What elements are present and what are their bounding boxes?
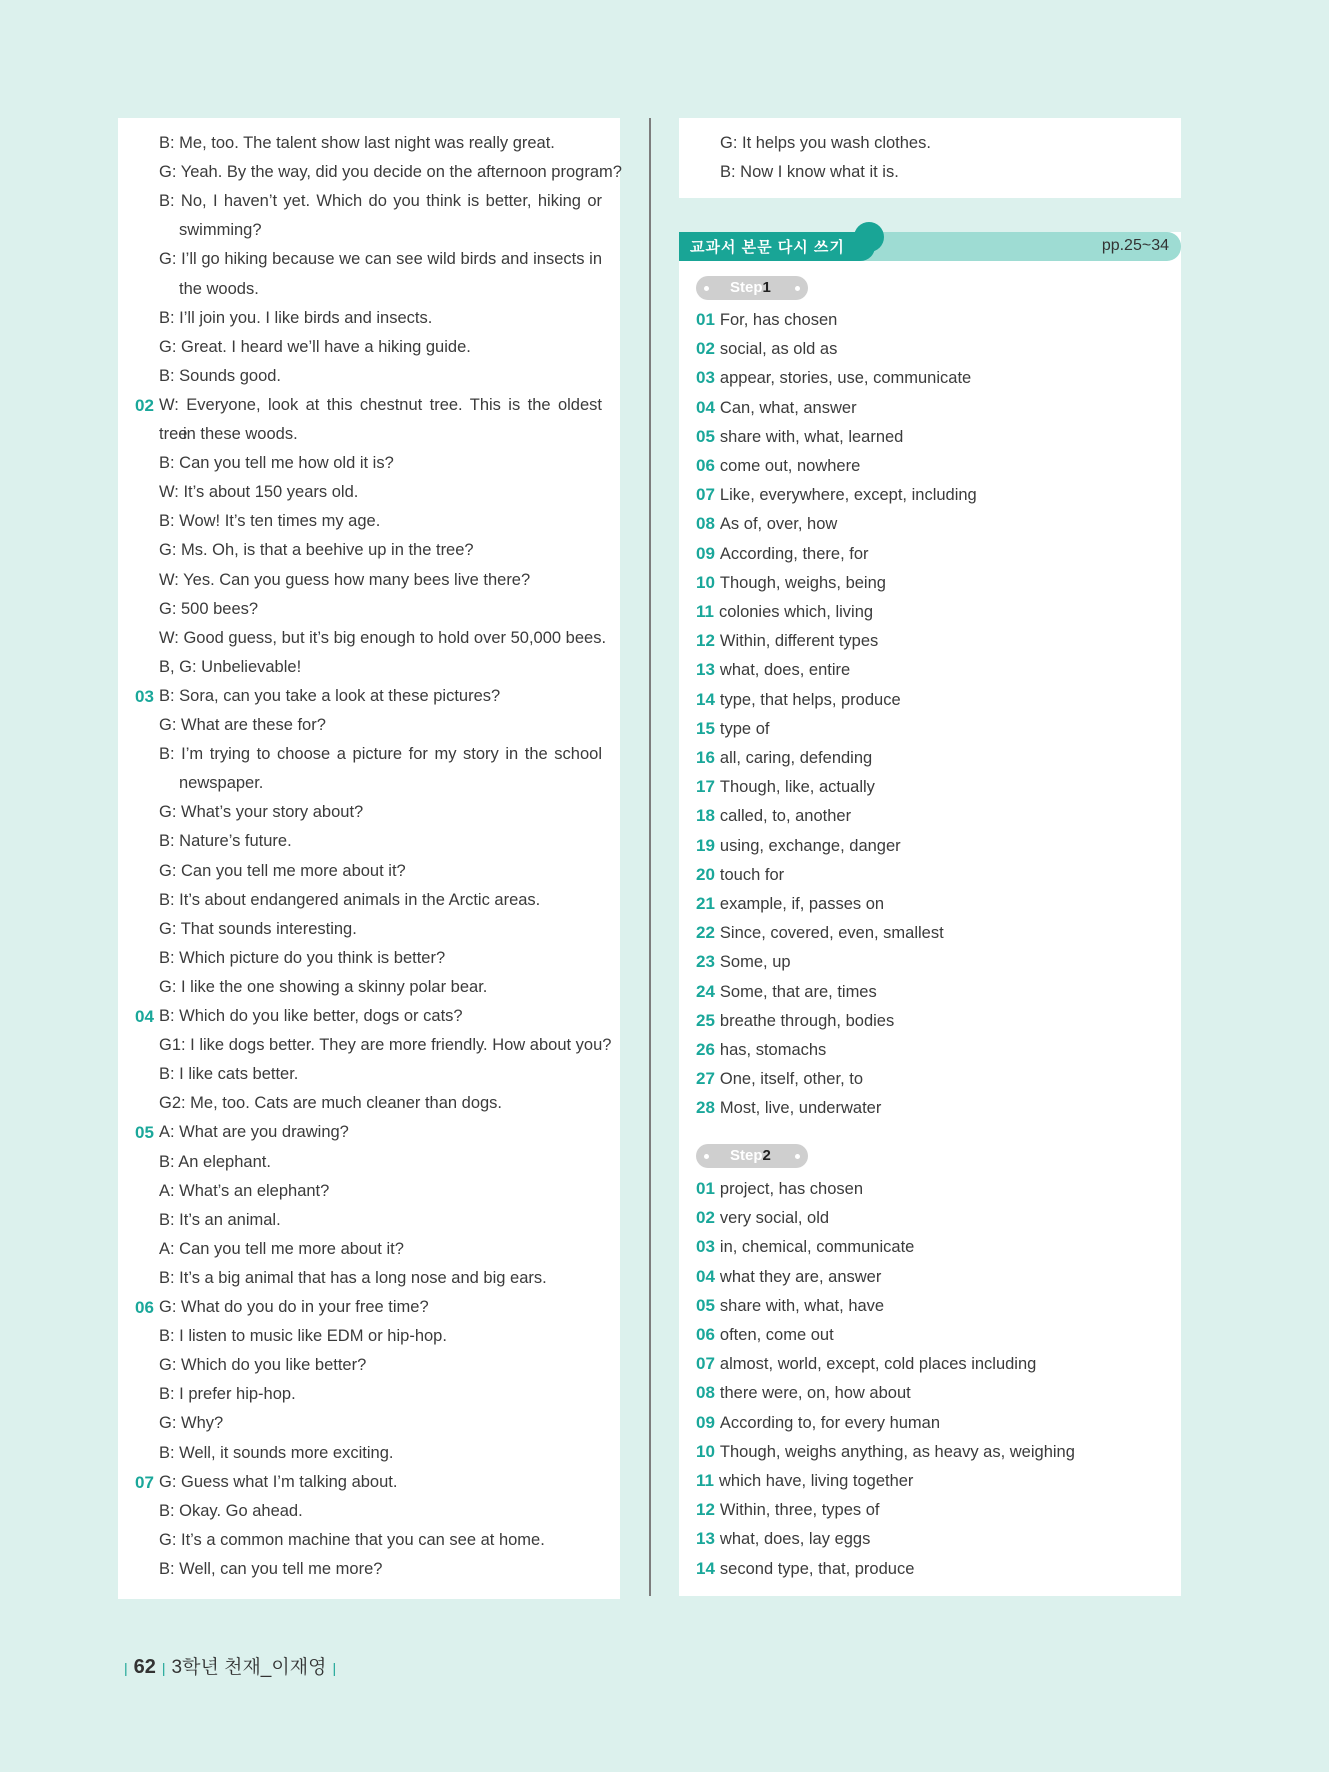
dialogue-line: W: It’s about 150 years old.	[159, 483, 359, 502]
step-text	[730, 1147, 771, 1164]
answer-text: Most, live, underwater	[719, 1099, 882, 1118]
answer-number: 10	[696, 572, 715, 592]
pill-dot	[795, 286, 800, 291]
answer-item	[696, 1064, 863, 1094]
answer-text: Some, up	[719, 953, 791, 972]
dialogue-number: 03	[135, 686, 154, 706]
dialogue-line: B: Sora, can you take a look at these pictures?	[159, 686, 501, 705]
answer-number: 13	[696, 1529, 715, 1549]
dialogue-line: A: Can you tell me more about it?	[159, 1239, 404, 1258]
footer-divider-mark: |	[124, 1660, 128, 1676]
answer-item	[696, 1408, 940, 1438]
answer-number: 14	[696, 689, 715, 709]
answer-item	[696, 831, 901, 861]
step-number: 1	[762, 279, 771, 296]
answer-item	[696, 1006, 894, 1036]
dialogue-line: W: Everyone, look at this chestnut tree. This is the oldest tree	[159, 395, 602, 443]
answer-text: breathe through, bodies	[719, 1011, 895, 1030]
answer-number: 20	[696, 864, 715, 884]
answer-number: 05	[696, 1295, 715, 1315]
answer-item	[696, 1232, 914, 1262]
answer-item	[696, 1466, 913, 1496]
answer-item	[696, 889, 884, 919]
answer-text: there were, on, how about	[719, 1384, 911, 1403]
answer-number: 12	[696, 1500, 715, 1520]
answer-text: in, chemical, communicate	[719, 1238, 915, 1257]
answer-text: share with, what, learned	[719, 427, 904, 446]
dialogue-line: B: An elephant.	[159, 1152, 271, 1171]
answer-item	[696, 743, 872, 773]
dialogue-number: 02	[135, 395, 154, 415]
answer-number: 10	[696, 1441, 715, 1461]
answer-number: 19	[696, 835, 715, 855]
footer-divider-mark: |	[161, 1660, 166, 1676]
page-number: 62	[133, 1656, 156, 1678]
answer-item	[696, 393, 857, 423]
answer-number: 01	[696, 1179, 715, 1198]
answer-number: 12	[696, 631, 715, 651]
dialogue-line: G: Great. I heard we’ll have a hiking guide.	[159, 337, 471, 356]
dialogue-line: newspaper.	[179, 774, 264, 793]
dialogue-line: B: I’ll join you. I like birds and insects.	[159, 308, 433, 327]
answer-number: 23	[696, 952, 715, 972]
dialogue-line: G1: I like dogs better. They are more friendly. How about you?	[159, 1036, 612, 1055]
answer-number: 09	[696, 543, 715, 563]
dialogue-line: B: Wow! It’s ten times my age.	[159, 512, 381, 531]
dialogue-line: G: Ms. Oh, is that a beehive up in the tree?	[159, 541, 474, 560]
footer-divider-mark: |	[332, 1660, 337, 1676]
answer-item	[696, 860, 784, 890]
answer-number: 09	[696, 1412, 715, 1432]
answer-text: example, if, passes on	[719, 895, 885, 913]
dialogue-line: B: I’m trying to choose a picture for my story in the school	[159, 745, 602, 764]
step-text	[730, 279, 771, 296]
answer-text: Can, what, answer	[719, 398, 857, 417]
answer-item	[696, 1320, 834, 1350]
dialogue-line: B: Which picture do you think is better?	[159, 948, 446, 967]
answer-text: appear, stories, use, communicate	[719, 369, 972, 388]
dialogue-line: B: Well, it sounds more exciting.	[159, 1443, 394, 1462]
answer-item	[696, 1349, 1036, 1379]
answer-number: 03	[696, 1237, 715, 1257]
dialogue-line: B: I listen to music like EDM or hip-hop.	[159, 1327, 447, 1346]
dialogue-line: B: It’s a big animal that has a long nose and big ears.	[159, 1268, 547, 1287]
dialogue-number: 07	[135, 1472, 154, 1492]
answer-number: 26	[696, 1040, 715, 1059]
dialogue-line: G: Yeah. By the way, did you decide on the afternoon program?	[159, 163, 622, 182]
answer-text: share with, what, have	[719, 1296, 885, 1315]
dialogue-line: G: I’ll go hiking because we can see wild birds and insects in	[159, 250, 602, 269]
answer-number: 07	[696, 485, 715, 505]
answer-number: 03	[696, 368, 715, 388]
answer-text: often, come out	[719, 1326, 834, 1344]
answer-number: 04	[696, 397, 715, 417]
step-number: 2	[762, 1147, 771, 1164]
answer-item	[696, 714, 769, 744]
dialogue-line: G: What are these for?	[159, 716, 326, 734]
answer-text: As of, over, how	[719, 515, 838, 534]
dialogue-line: G: It’s a common machine that you can see at home.	[159, 1530, 545, 1549]
answer-number: 01	[696, 310, 715, 329]
answer-number: 16	[696, 748, 715, 767]
answer-text: using, exchange, danger	[719, 836, 901, 855]
answer-item	[696, 1262, 881, 1292]
dialogue-line: B: It’s about endangered animals in the Arctic areas.	[159, 890, 541, 909]
dialogue-line: B: It’s an animal.	[159, 1210, 281, 1229]
answer-text: what they are, answer	[719, 1267, 882, 1286]
answer-number: 14	[696, 1558, 715, 1578]
step-word: Step	[730, 1147, 763, 1164]
answer-number: 06	[696, 456, 715, 475]
dialogue-line: B: Well, can you tell me more?	[159, 1559, 383, 1578]
step-1-label	[696, 276, 808, 300]
answer-text: Though, like, actually	[719, 778, 875, 797]
answer-text: almost, world, except, cold places including	[719, 1355, 1037, 1374]
dialogue-line: G: 500 bees?	[159, 599, 259, 618]
answer-text: type, that helps, produce	[719, 690, 901, 709]
answer-item	[696, 451, 860, 481]
dialogue-number: 06	[135, 1298, 154, 1317]
answer-item	[696, 1437, 1075, 1467]
answer-item	[696, 1174, 863, 1204]
dialogue-line: the woods.	[179, 279, 259, 298]
answer-text: social, as old as	[719, 340, 838, 359]
dialogue-line: B: I like cats better.	[159, 1065, 299, 1084]
dialogue-line: G: What’s your story about?	[159, 803, 364, 822]
dialogue-line: A: What are you drawing?	[159, 1123, 349, 1142]
answer-text: According, there, for	[719, 544, 869, 563]
answer-item	[696, 977, 877, 1007]
dialogue-line: W: Yes. Can you guess how many bees live there?	[159, 570, 531, 589]
answer-item	[696, 334, 837, 364]
answer-number: 02	[696, 1208, 715, 1228]
answer-item	[696, 626, 878, 656]
answer-number: 18	[696, 806, 715, 826]
dialogue-line: G: Which do you like better?	[159, 1356, 367, 1375]
dialogue-line: G2: Me, too. Cats are much cleaner than dogs.	[159, 1094, 503, 1113]
answer-item	[696, 597, 873, 627]
answer-text: Some, that are, times	[719, 982, 877, 1001]
dialogue-number: 04	[135, 1007, 154, 1026]
dialogue-line: G: I like the one showing a skinny polar bear.	[159, 977, 488, 996]
dialogue-line: G: Guess what I’m talking about.	[159, 1472, 398, 1491]
dialogue-line: G: Can you tell me more about it?	[159, 861, 406, 880]
answer-number: 06	[696, 1325, 715, 1344]
dialogue-line: B: No, I haven’t yet. Which do you think is better, hiking or	[159, 192, 602, 211]
answer-text: Within, three, types of	[719, 1501, 880, 1520]
answer-item	[696, 568, 886, 598]
column-divider	[649, 118, 651, 1596]
answer-text: According to, for every human	[719, 1413, 941, 1432]
answer-text: Since, covered, even, smallest	[719, 924, 944, 943]
dialogue-line: B: Can you tell me how old it is?	[159, 454, 394, 473]
dialogue-line: G: That sounds interesting.	[159, 919, 357, 938]
answer-number: 21	[696, 894, 715, 913]
answer-item	[696, 1291, 884, 1321]
dialogue-line: B: I prefer hip-hop.	[159, 1385, 296, 1404]
answer-number: 24	[696, 981, 715, 1001]
answer-text: which have, living together	[718, 1472, 914, 1490]
dialogue-line: B: Me, too. The talent show last night was really great.	[159, 134, 555, 152]
answer-text: type of	[719, 719, 770, 738]
answer-number: 08	[696, 514, 715, 534]
answer-number: 13	[696, 660, 715, 680]
answer-text: has, stomachs	[719, 1041, 827, 1059]
answer-number: 17	[696, 777, 715, 797]
answer-item	[696, 1203, 829, 1233]
answer-number: 11	[696, 1471, 714, 1490]
book-title: 3학년 천재_이재영	[171, 1657, 327, 1678]
answer-text: come out, nowhere	[719, 457, 861, 475]
answer-item	[696, 1035, 826, 1065]
dialogue-line: A: What’s an elephant?	[159, 1181, 330, 1200]
answer-item	[696, 305, 837, 335]
answer-number: 28	[696, 1098, 715, 1118]
step-word: Step	[730, 279, 763, 296]
answer-item	[696, 422, 903, 452]
step-2-label	[696, 1144, 808, 1168]
answer-number: 08	[696, 1383, 715, 1403]
answer-text: all, caring, defending	[719, 749, 873, 767]
dialogue-line: B, G: Unbelievable!	[159, 657, 302, 676]
answer-item	[696, 801, 851, 831]
answer-text: Within, different types	[719, 632, 879, 651]
answer-item	[696, 1524, 870, 1554]
answer-number: 27	[696, 1069, 715, 1089]
answer-item	[696, 918, 944, 948]
dialogue-line: swimming?	[179, 221, 262, 240]
answer-number: 15	[696, 718, 715, 738]
answer-item	[696, 772, 875, 802]
answer-text: Though, weighs anything, as heavy as, weighing	[719, 1442, 1075, 1461]
answer-text: Though, weighs, being	[719, 573, 886, 592]
dialogue-line: G: Why?	[159, 1414, 224, 1433]
answer-item	[696, 685, 901, 715]
answer-text: very social, old	[719, 1209, 830, 1228]
dialogue-line: B: Now I know what it is.	[720, 163, 899, 182]
page-footer	[118, 1652, 342, 1679]
pill-dot	[704, 1154, 709, 1159]
section-header	[679, 232, 1181, 261]
answer-item	[696, 509, 837, 539]
answer-text: what, does, entire	[719, 661, 851, 680]
answer-number: 22	[696, 923, 715, 943]
answer-text: For, has chosen	[719, 311, 838, 329]
answer-text: One, itself, other, to	[719, 1070, 863, 1089]
dialogue-line: G: What do you do in your free time?	[159, 1298, 429, 1316]
dialogue-line: W: Good guess, but it’s big enough to hold over 50,000 bees.	[159, 628, 607, 647]
answer-item	[696, 1378, 911, 1408]
answer-item	[696, 947, 791, 977]
dialogue-line: B: Which do you like better, dogs or cats?	[159, 1007, 463, 1025]
answer-text: colonies which, living	[718, 603, 874, 621]
answer-number: 02	[696, 339, 715, 359]
answer-number: 11	[696, 602, 714, 621]
answer-number: 25	[696, 1010, 715, 1030]
answer-number: 05	[696, 426, 715, 446]
answer-text: second type, that, produce	[719, 1559, 915, 1578]
answer-item	[696, 655, 850, 685]
pill-dot	[795, 1154, 800, 1159]
dialogue-line: in these woods.	[183, 425, 298, 443]
dialogue-number: 05	[135, 1123, 154, 1143]
pill-dot	[704, 286, 709, 291]
answer-item	[696, 539, 869, 569]
answer-text: what, does, lay eggs	[719, 1530, 871, 1549]
section-header-dot	[854, 222, 884, 252]
dialogue-line: G: It helps you wash clothes.	[720, 134, 931, 152]
dialogue-line: B: Nature’s future.	[159, 832, 292, 851]
answer-item	[696, 1495, 880, 1525]
section-page-range: pp.25~34	[1101, 237, 1169, 254]
answer-text: touch for	[719, 865, 785, 884]
answer-text: Like, everywhere, except, including	[719, 486, 977, 505]
dialogue-line: B: Sounds good.	[159, 366, 282, 385]
dialogue-line: B: Okay. Go ahead.	[159, 1501, 303, 1520]
section-title: 교과서 본문 다시 쓰기	[690, 239, 845, 256]
answer-number: 07	[696, 1354, 715, 1374]
answer-text: project, has chosen	[719, 1180, 864, 1198]
answer-number: 04	[696, 1266, 715, 1286]
answer-item	[696, 480, 977, 510]
answer-item	[696, 1093, 881, 1123]
answer-item	[696, 1554, 914, 1584]
answer-item	[696, 363, 971, 393]
answer-text: called, to, another	[719, 807, 852, 826]
